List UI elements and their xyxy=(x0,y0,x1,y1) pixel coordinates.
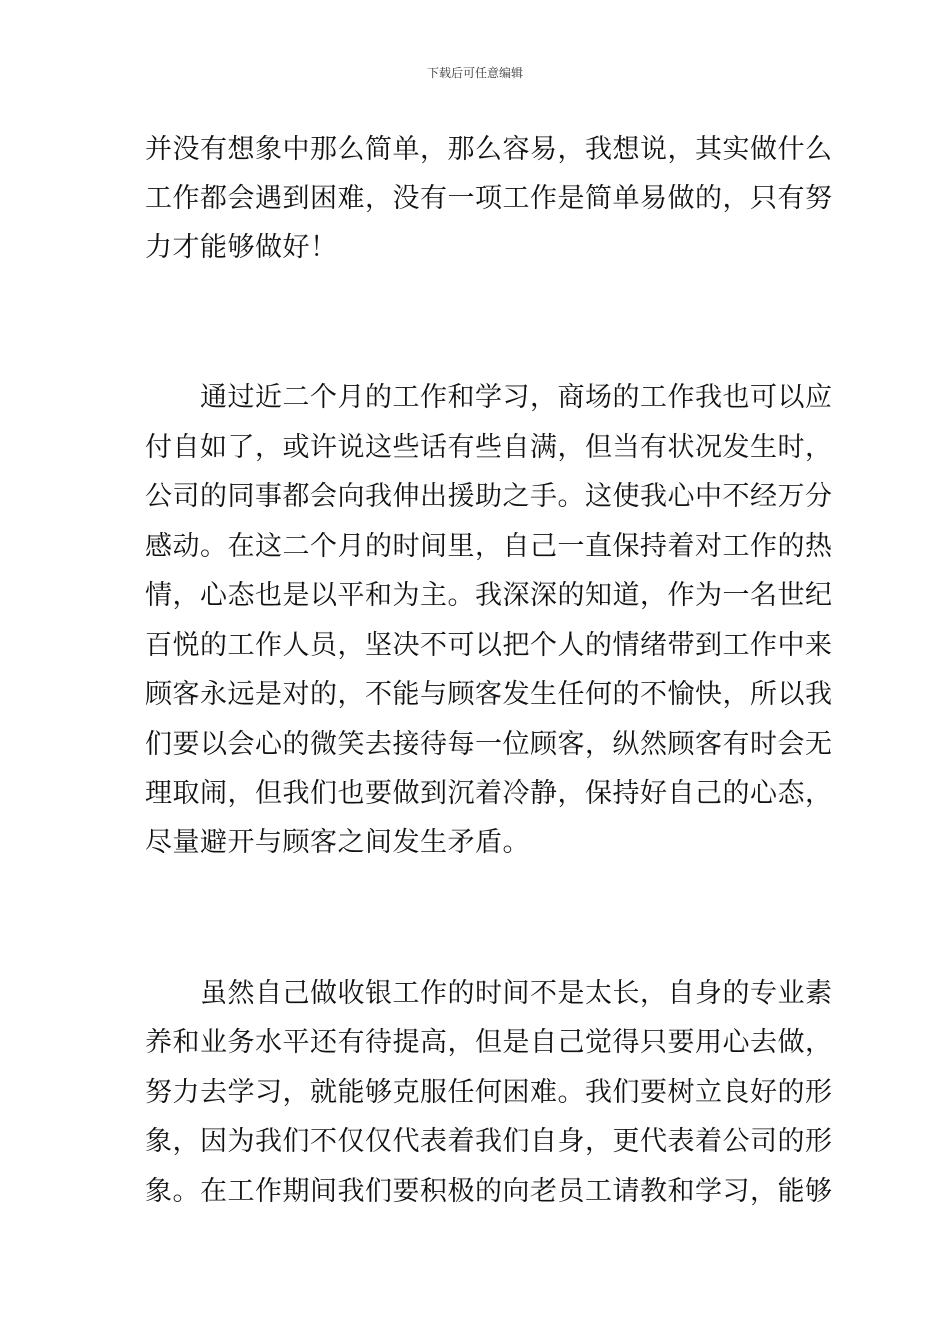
text-line: 养和业务水平还有待提高，但是自己觉得只要用心去做， xyxy=(145,1027,833,1058)
text-line: 情，心态也是以平和为主。我深深的知道，作为一名世纪 xyxy=(145,580,833,611)
text-line: 通过近二个月的工作和学习，商场的工作我也可以应 xyxy=(145,382,833,413)
text-line: 工作都会遇到困难，没有一项工作是简单易做的，只有努 xyxy=(145,183,833,214)
text-line: 百悦的工作人员，坚决不可以把个人的情绪带到工作中来 xyxy=(145,630,833,661)
text-line: 象，因为我们不仅仅代表着我们自身，更代表着公司的形 xyxy=(145,1126,833,1157)
text-line: 理取闹，但我们也要做到沉着冷静，保持好自己的心态， xyxy=(145,778,833,809)
text-line: 象。在工作期间我们要积极的向老员工请教和学习，能够 xyxy=(145,1176,833,1207)
text-line: 感动。在这二个月的时间里，自己一直保持着对工作的热 xyxy=(145,531,833,562)
text-line: 尽量避开与顾客之间发生矛盾。 xyxy=(145,827,530,858)
text-line: 努力去学习，就能够克服任何困难。我们要树立良好的形 xyxy=(145,1077,833,1108)
text-line: 力才能够做好！ xyxy=(145,232,338,263)
text-line: 们要以会心的微笑去接待每一位顾客，纵然顾客有时会无 xyxy=(145,729,833,760)
text-line: 虽然自己做收银工作的时间不是太长，自身的专业素 xyxy=(145,978,833,1009)
text-line: 付自如了，或许说这些话有些自满，但当有状况发生时， xyxy=(145,432,833,463)
page-header: 下载后可任意编辑 xyxy=(426,66,523,80)
text-line: 公司的同事都会向我伸出援助之手。这使我心中不经万分 xyxy=(145,481,833,512)
text-line: 顾客永远是对的，不能与顾客发生任何的不愉快，所以我 xyxy=(145,679,833,710)
text-line: 并没有想象中那么简单，那么容易，我想说，其实做什么 xyxy=(145,134,833,165)
